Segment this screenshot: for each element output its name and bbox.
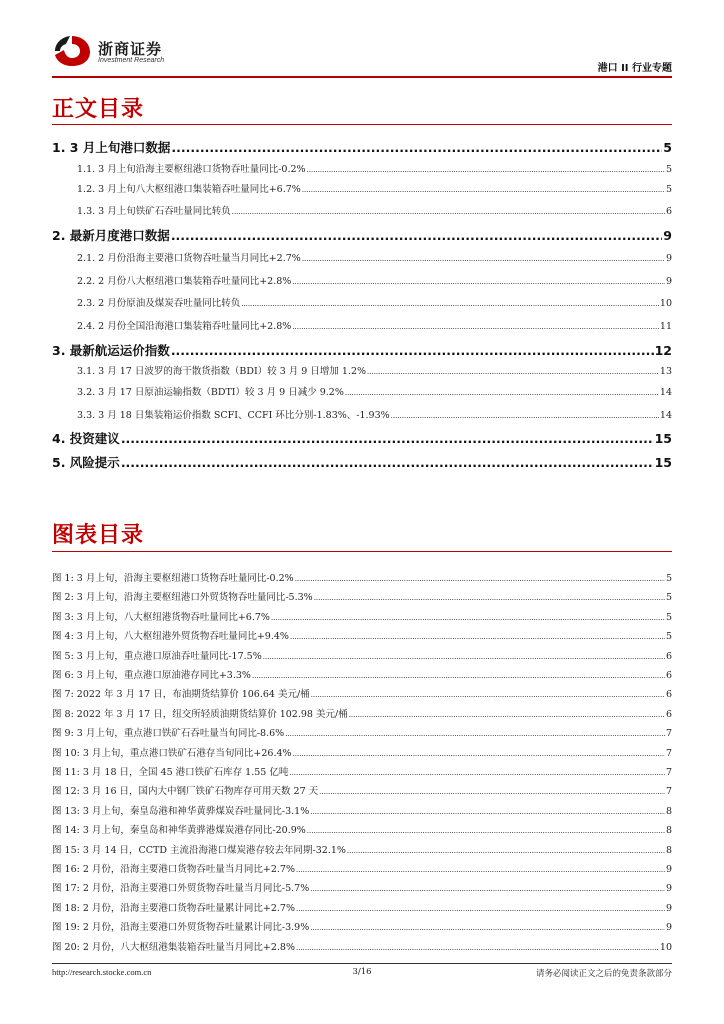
figure-list-entry[interactable]	[52, 667, 672, 681]
figure-entry-page: 5	[665, 631, 672, 642]
figure-entry-label: 图 14: 3 月上旬，秦皇岛和神华黄骅港煤炭港存同比-20.9%	[52, 825, 306, 836]
figure-leader-dots	[296, 942, 659, 953]
toc-section-entry[interactable]	[77, 295, 672, 309]
toc-entry-page: 15	[654, 431, 672, 446]
toc-section-entry[interactable]	[77, 203, 672, 217]
figure-list-entry[interactable]	[52, 764, 672, 778]
figure-entry-label: 图 2: 3 月上旬，沿海主要枢纽港口外贸货物吞吐量同比-5.3%	[52, 592, 313, 603]
figure-entry-label: 图 20: 2 月份，八大枢纽港集装箱吞吐量当月同比+2.8%	[52, 942, 295, 953]
figure-entry-label: 图 7: 2022 年 3 月 17 日，布油期货结算价 106.64 美元/桶	[52, 689, 310, 700]
figure-leader-dots	[252, 670, 665, 681]
figure-entry-label: 图 16: 2 月份，沿海主要港口货物吞吐量当月同比+2.7%	[52, 864, 295, 875]
figure-leader-dots	[296, 903, 665, 914]
toc-chapter-entry[interactable]	[52, 341, 672, 359]
footer-page-number: 3/16	[352, 967, 372, 977]
figure-list-entry[interactable]	[52, 706, 672, 720]
toc-entry-label: 3.1. 3 月 17 日波罗的海干散货指数（BDI）较 3 月 9 日增加 1.2%	[77, 366, 367, 377]
toc-entry-page: 12	[654, 343, 672, 358]
figure-list-entry[interactable]	[52, 880, 672, 894]
toc-entry-label: 3. 最新航运运价指数	[52, 343, 170, 358]
toc-section-entry[interactable]	[77, 363, 672, 377]
toc-leader-dots	[241, 298, 659, 309]
figures-title: 图表目录	[52, 523, 145, 548]
figure-entry-label: 图 9: 3 月上旬，重点港口铁矿石吞吐量当旬同比-8.6%	[52, 728, 285, 739]
toc-entry-label: 2.1. 2 月份沿海主要港口货物吞吐量当月同比+2.7%	[77, 253, 301, 264]
brand-name-en: Investment Research	[98, 57, 165, 64]
toc-entry-page: 15	[654, 455, 672, 470]
figure-list-entry[interactable]	[52, 570, 672, 584]
figure-entry-page: 7	[665, 786, 672, 797]
figure-entry-page: 6	[665, 709, 672, 720]
figure-leader-dots	[310, 806, 665, 817]
figure-entry-label: 图 8: 2022 年 3 月 17 日，纽交所轻质油期货结算价 102.98 美元/桶	[52, 709, 348, 720]
toc-entry-page: 9	[665, 253, 672, 264]
figure-entry-label: 图 3: 3 月上旬，八大枢纽港货物吞吐量同比+6.7%	[52, 612, 270, 623]
toc-entry-label: 4. 投资建议	[52, 431, 120, 446]
figure-entry-label: 图 5: 3 月上旬，重点港口原油吞吐量同比-17.5%	[52, 651, 262, 662]
figure-leader-dots	[285, 728, 665, 739]
figure-entry-label: 图 18: 2 月份，沿海主要港口货物吞吐量累计同比+2.7%	[52, 903, 295, 914]
toc-chapter-entry[interactable]	[52, 453, 672, 471]
toc-entry-page: 9	[665, 276, 672, 287]
toc-entry-page: 5	[663, 140, 672, 155]
figure-entry-label: 图 19: 2 月份，沿海主要港口外贸货物吞吐量累计同比-3.9%	[52, 922, 310, 933]
figure-entry-page: 9	[665, 864, 672, 875]
figure-entry-page: 8	[665, 825, 672, 836]
figure-leader-dots	[310, 922, 665, 933]
figure-entry-page: 5	[665, 573, 672, 584]
header-rule	[52, 76, 672, 78]
company-logo-icon	[52, 34, 92, 68]
figure-leader-dots	[295, 573, 665, 584]
figure-entry-page: 7	[665, 748, 672, 759]
toc-entry-label: 3.3. 3 月 18 日集装箱运价指数 SCFI、CCFI 环比分别-1.83%、-1.93%	[77, 410, 390, 421]
toc-entry-page: 11	[659, 321, 672, 332]
figure-list-entry[interactable]	[52, 628, 672, 642]
figure-entry-page: 5	[665, 612, 672, 623]
toc-entry-label: 2.4. 2 月份全国沿海港口集装箱吞吐量同比+2.8%	[77, 321, 292, 332]
toc-section-entry[interactable]	[77, 407, 672, 421]
toc-chapter-entry[interactable]	[52, 226, 672, 244]
figure-entry-page: 9	[665, 922, 672, 933]
toc-leader-dots	[232, 206, 665, 217]
figure-entry-label: 图 15: 3 月 14 日，CCTD 主流沿海港口煤炭港存较去年同期-32.1%	[52, 845, 346, 856]
toc-entry-page: 9	[663, 228, 672, 243]
figures-title-rule	[52, 551, 672, 552]
figure-leader-dots	[289, 767, 665, 778]
toc-section-entry[interactable]	[77, 273, 672, 287]
footer-url[interactable]: http://research.stocke.com.cn	[52, 967, 152, 977]
toc-entry-page: 10	[659, 298, 672, 309]
toc-leader-dots	[171, 343, 654, 358]
toc-section-entry[interactable]	[77, 318, 672, 332]
figure-entry-label: 图 11: 3 月 18 日，全国 45 港口铁矿石库存 1.55 亿吨	[52, 767, 289, 778]
toc-leader-dots	[391, 410, 659, 421]
figure-list-entry[interactable]	[52, 919, 672, 933]
toc-entry-label: 1.3. 3 月上旬铁矿石吞吐量同比转负	[77, 206, 231, 217]
figure-leader-dots	[314, 592, 665, 603]
footer-rule	[52, 963, 672, 964]
figure-entry-page: 10	[659, 942, 672, 953]
toc-leader-dots	[292, 321, 659, 332]
toc-entry-label: 5. 风险提示	[52, 455, 120, 470]
toc-entry-page: 14	[659, 410, 672, 421]
figure-leader-dots	[347, 845, 665, 856]
toc-title-rule	[52, 124, 672, 125]
toc-entry-page: 5	[665, 184, 672, 195]
figure-entry-page: 5	[665, 592, 672, 603]
figure-leader-dots	[310, 883, 665, 894]
toc-section-entry[interactable]	[77, 161, 672, 175]
toc-entry-label: 2.3. 2 月份原油及煤炭吞吐量同比转负	[77, 298, 241, 309]
figure-entry-page: 6	[665, 651, 672, 662]
toc-entry-page: 6	[665, 206, 672, 217]
figure-entry-page: 8	[665, 806, 672, 817]
figure-leader-dots	[263, 651, 665, 662]
report-type: 港口 II 行业专题	[597, 63, 672, 74]
toc-section-entry[interactable]	[77, 181, 672, 195]
figure-entry-page: 6	[665, 670, 672, 681]
toc-leader-dots	[121, 431, 654, 446]
toc-leader-dots	[121, 455, 654, 470]
figure-leader-dots	[319, 786, 665, 797]
footer-disclaimer: 请务必阅读正文之后的免责条款部分	[535, 969, 672, 979]
figure-entry-page: 7	[665, 728, 672, 739]
figure-leader-dots	[290, 631, 665, 642]
toc-entry-label: 2. 最新月度港口数据	[52, 228, 170, 243]
figure-entry-label: 图 13: 3 月上旬，秦皇岛港和神华黄骅煤炭吞吐量同比-3.1%	[52, 806, 310, 817]
toc-leader-dots	[367, 366, 659, 377]
figure-leader-dots	[271, 612, 665, 623]
figure-entry-label: 图 12: 3 月 16 日，国内大中钢厂铁矿石物库存可用天数 27 天	[52, 786, 319, 797]
figure-list-entry[interactable]	[52, 783, 672, 797]
toc-leader-dots	[302, 184, 665, 195]
figure-leader-dots	[296, 864, 665, 875]
figure-entry-page: 7	[665, 767, 672, 778]
toc-section-entry[interactable]	[77, 384, 672, 398]
toc-entry-label: 3.2. 3 月 17 日原油运输指数（BDTI）较 3 月 9 日减少 9.2%	[77, 387, 344, 398]
figure-entry-page: 6	[665, 689, 672, 700]
figure-list-entry[interactable]	[52, 842, 672, 856]
page-header	[52, 30, 672, 76]
figure-list-entry[interactable]	[52, 939, 672, 953]
toc-entry-label: 1.2. 3 月上旬八大枢纽港口集装箱吞吐量同比+6.7%	[77, 184, 301, 195]
toc-leader-dots	[302, 253, 665, 264]
figure-list-entry[interactable]	[52, 861, 672, 875]
toc-entry-label: 1.1. 3 月上旬沿海主要枢纽港口货物吞吐量同比-0.2%	[77, 164, 306, 175]
figure-entry-label: 图 6: 3 月上旬，重点港口原油港存同比+3.3%	[52, 670, 251, 681]
figure-leader-dots	[311, 689, 665, 700]
toc-entry-label: 1. 3 月上旬港口数据	[52, 140, 171, 155]
toc-section-entry[interactable]	[77, 250, 672, 264]
figure-list-entry[interactable]	[52, 822, 672, 836]
toc-entry-page: 5	[665, 164, 672, 175]
toc-leader-dots	[345, 387, 659, 398]
figure-entry-label: 图 4: 3 月上旬，八大枢纽港外贸货物吞吐量同比+9.4%	[52, 631, 289, 642]
figure-list-entry[interactable]	[52, 725, 672, 739]
toc-entry-label: 2.2. 2 月份八大枢纽港口集装箱吞吐量同比+2.8%	[77, 276, 292, 287]
toc-entry-page: 14	[659, 387, 672, 398]
figure-entry-page: 8	[665, 845, 672, 856]
figure-entry-page: 9	[665, 903, 672, 914]
brand-name-cn: 浙商证券	[98, 40, 163, 58]
figure-list-entry[interactable]	[52, 686, 672, 700]
figure-entry-label: 图 1: 3 月上旬，沿海主要枢纽港口货物吞吐量同比-0.2%	[52, 573, 294, 584]
figure-list-entry[interactable]	[52, 609, 672, 623]
figure-list-entry[interactable]	[52, 589, 672, 603]
figure-list-entry[interactable]	[52, 900, 672, 914]
toc-title: 正文目录	[52, 97, 145, 122]
toc-chapter-entry[interactable]	[52, 429, 672, 447]
toc-leader-dots	[171, 228, 662, 243]
toc-leader-dots	[307, 164, 665, 175]
toc-chapter-entry[interactable]	[52, 138, 672, 156]
figure-leader-dots	[293, 748, 665, 759]
figure-leader-dots	[349, 709, 665, 720]
figure-list-entry[interactable]	[52, 648, 672, 662]
figure-leader-dots	[307, 825, 665, 836]
figure-entry-page: 9	[665, 883, 672, 894]
figure-entry-label: 图 17: 2 月份，沿海主要港口外贸货物吞吐量当月同比-5.7%	[52, 883, 310, 894]
figure-list-entry[interactable]	[52, 803, 672, 817]
toc-leader-dots	[171, 140, 662, 155]
figure-entry-label: 图 10: 3 月上旬，重点港口铁矿石港存当旬同比+26.4%	[52, 748, 292, 759]
toc-entry-page: 13	[659, 366, 672, 377]
toc-leader-dots	[292, 276, 665, 287]
figure-list-entry[interactable]	[52, 745, 672, 759]
